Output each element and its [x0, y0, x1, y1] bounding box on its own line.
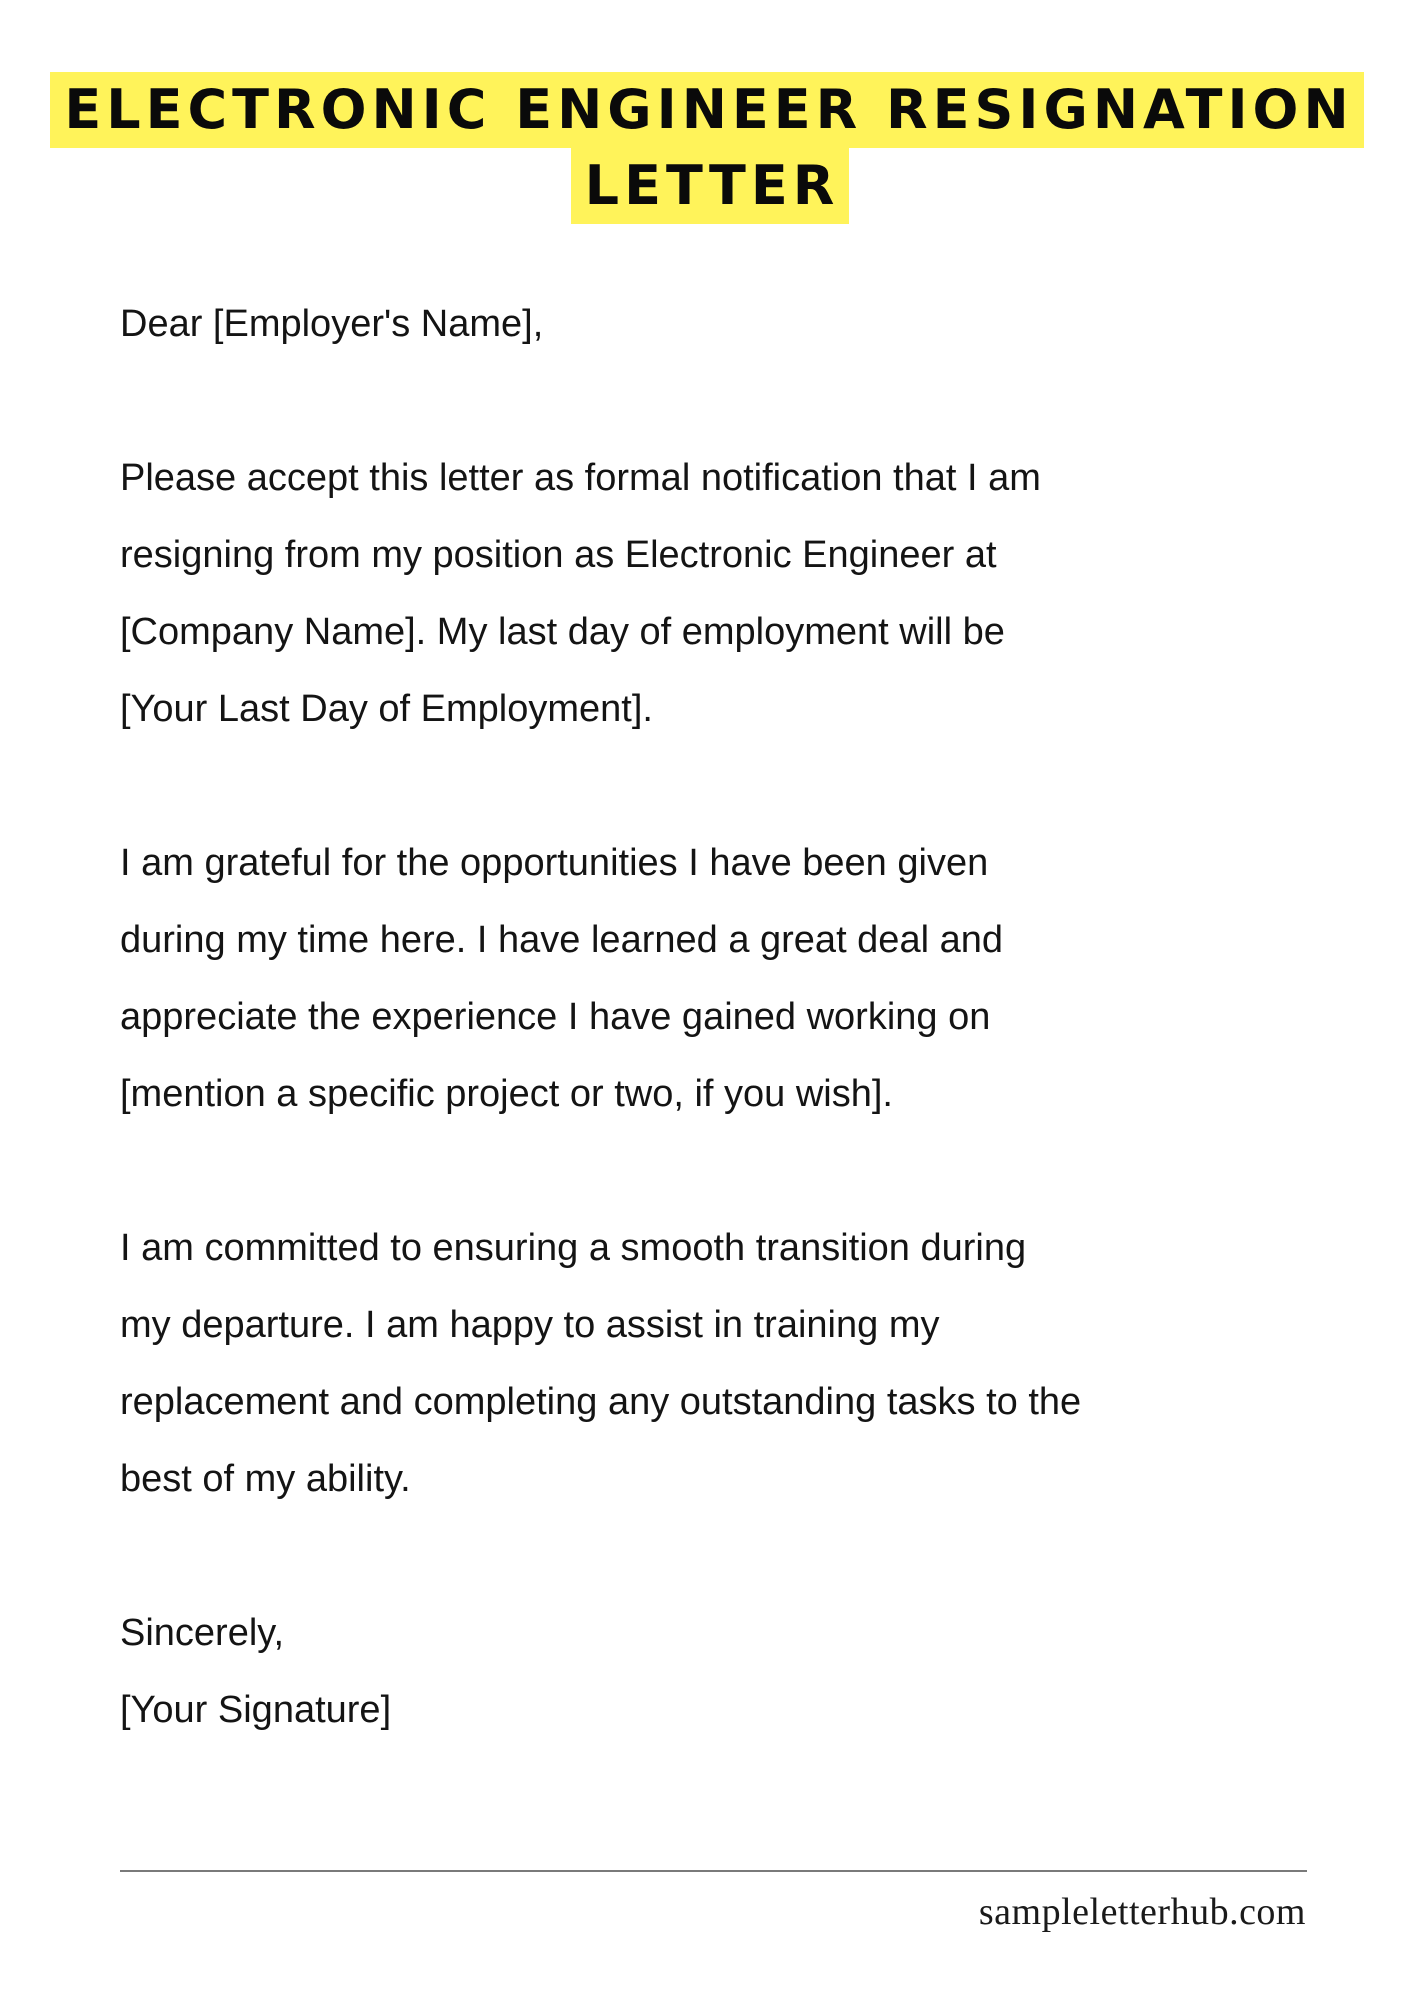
paragraph-transition: I am committed to ensuring a smooth transition during my departure. I am happy to assist in training my replacement and completing any outstanding tasks to the best of my ability.	[120, 1227, 1082, 1500]
title-line-1: ELECTRONIC ENGINEER RESIGNATION	[50, 72, 1363, 148]
paragraph-notification: Please accept this letter as formal notification that I am resigning from my position as Electronic Engineer at [Company Name]. My last day of employment will be [Your Last Day of Employment].	[120, 457, 1041, 730]
salutation: Dear [Employer's Name],	[120, 303, 544, 345]
footer-divider	[120, 1870, 1307, 1872]
closing: Sincerely,	[120, 1612, 285, 1654]
footer-website: sampleletterhub.com	[978, 1891, 1306, 1933]
letter-body	[120, 286, 1370, 1749]
paragraph-gratitude: I am grateful for the opportunities I have been given during my time here. I have learned a great deal and appreciate the experience I have gained working on [mention a specific project or two, if you wish].	[120, 842, 1003, 1115]
page-title	[0, 72, 1414, 224]
title-line-2: LETTER	[571, 148, 850, 224]
signature-placeholder: [Your Signature]	[120, 1689, 392, 1731]
